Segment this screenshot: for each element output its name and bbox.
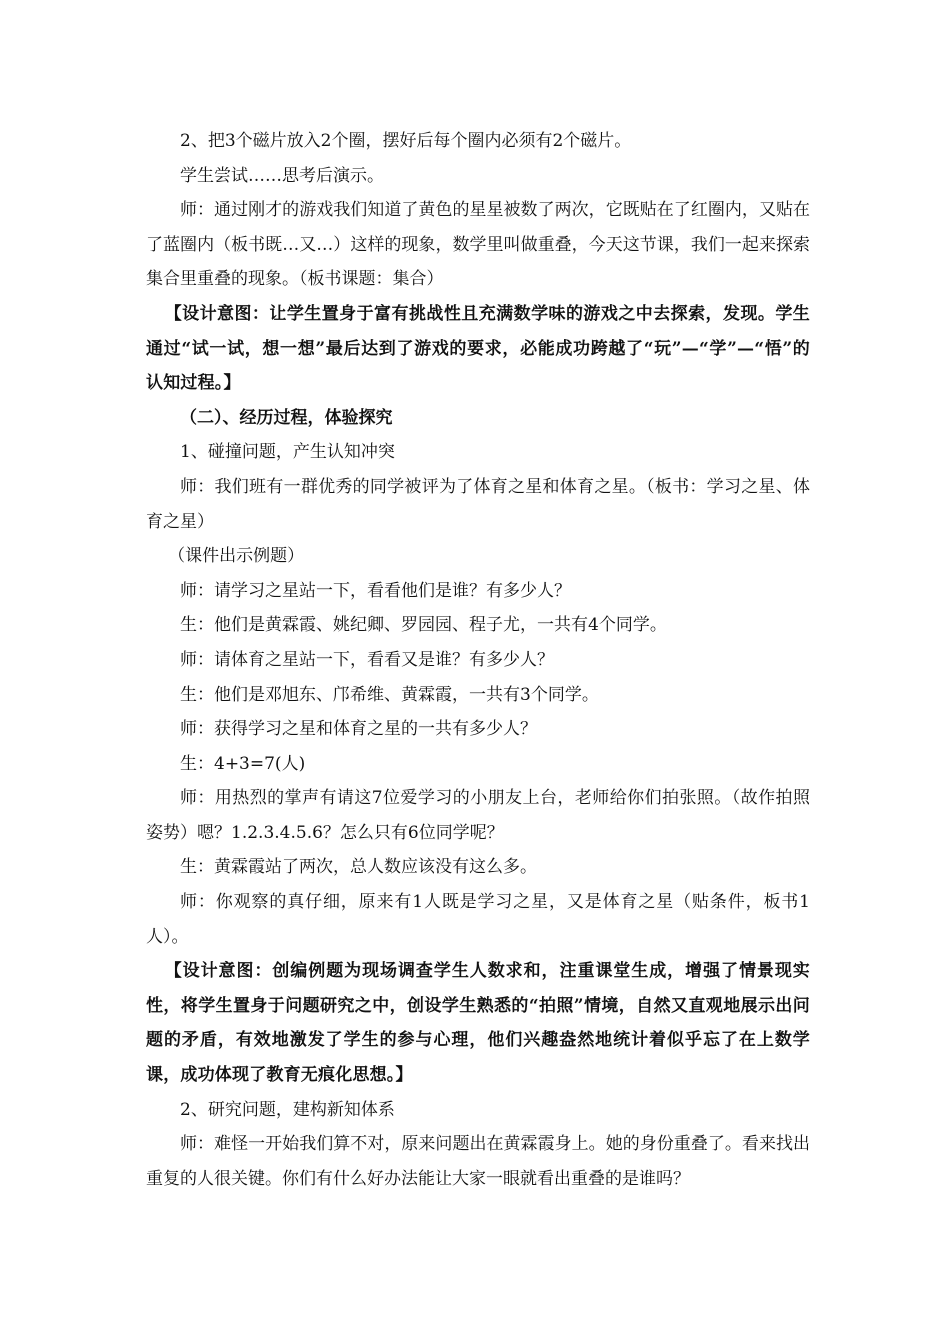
student-answer-study: 生：他们是黄霖霞、姚纪卿、罗园园、程子尤，一共有4个同学。 — [180, 615, 667, 636]
student-answer-sports: 生：他们是邓旭东、邝希维、黄霖霞，一共有3个同学。 — [180, 684, 599, 705]
teacher-stars-intro: 师：我们班有一群优秀的同学被评为了体育之星和体育之星。（板书：学习之星、体育之星） — [146, 476, 810, 532]
subsection-1: 1、碰撞问题，产生认知冲突 — [180, 442, 395, 463]
teacher-question-study: 师：请学习之星站一下，看看他们是谁？有多少人？ — [180, 580, 571, 601]
teacher-question-total: 师：获得学习之星和体育之星的一共有多少人？ — [180, 719, 537, 740]
courseware-example: （课件出示例题） — [168, 546, 305, 567]
student-answer-total: 生：4+3=7(人) — [180, 753, 306, 774]
subsection-2: 2、研究问题，建构新知体系 — [180, 1099, 395, 1120]
document-body — [146, 124, 810, 1196]
teacher-overlap-intro: 师：通过刚才的游戏我们知道了黄色的星星被数了两次，它既贴在了红圈内，又贴在了蓝圈内（板书既…又…）这样的现象，数学里叫做重叠，今天这节课，我们一起来探索集合里重叠的现象。（板书课题：集合） — [146, 200, 810, 290]
step-2-instruction: 2、把3个磁片放入2个圈，摆好后每个圈内必须有2个磁片。 — [180, 131, 632, 151]
design-intent-1: 【设计意图：让学生置身于富有挑战性且充满数学味的游戏之中去探索，发现。学生通过“试一试，想一想”最后达到了游戏的要求，必能成功跨越了“玩”—“学”—“悟”的认知过程。】 — [146, 303, 810, 394]
teacher-photo: 师：用热烈的掌声有请这7位爱学习的小朋友上台，老师给你们拍张照。（故作拍照姿势）嗯？1.2.3.4.5.6？怎么只有6位同学呢？ — [146, 788, 810, 843]
teacher-question-sports: 师：请体育之星站一下，看看又是谁？有多少人？ — [180, 649, 554, 670]
student-attempt: 学生尝试……思考后演示。 — [180, 165, 384, 186]
section-heading-2: （二）、经历过程，体验探究 — [180, 407, 393, 428]
student-explanation: 生：黄霖霞站了两次，总人数应该没有这么多。 — [180, 857, 537, 878]
teacher-overlap-question: 师：难怪一开始我们算不对，原来问题出在黄霖霞身上。她的身份重叠了。看来找出重复的人很关键。你们有什么好办法能让大家一眼就看出重叠的是谁吗？ — [146, 1134, 810, 1189]
teacher-conclusion: 师：你观察的真仔细，原来有1人既是学习之星，又是体育之星（贴条件，板书1人）。 — [146, 892, 810, 947]
design-intent-2: 【设计意图：创编例题为现场调查学生人数求和，注重课堂生成，增强了情景现实性，将学生置身于问题研究之中，创设学生熟悉的“拍照”情境，自然又直观地展示出问题的矛盾，有效地激发了学生的参与心理，他们兴趣盎然地统计着似乎忘了在上数学课，成功体现了教育无痕化思想。】 — [146, 961, 810, 1086]
